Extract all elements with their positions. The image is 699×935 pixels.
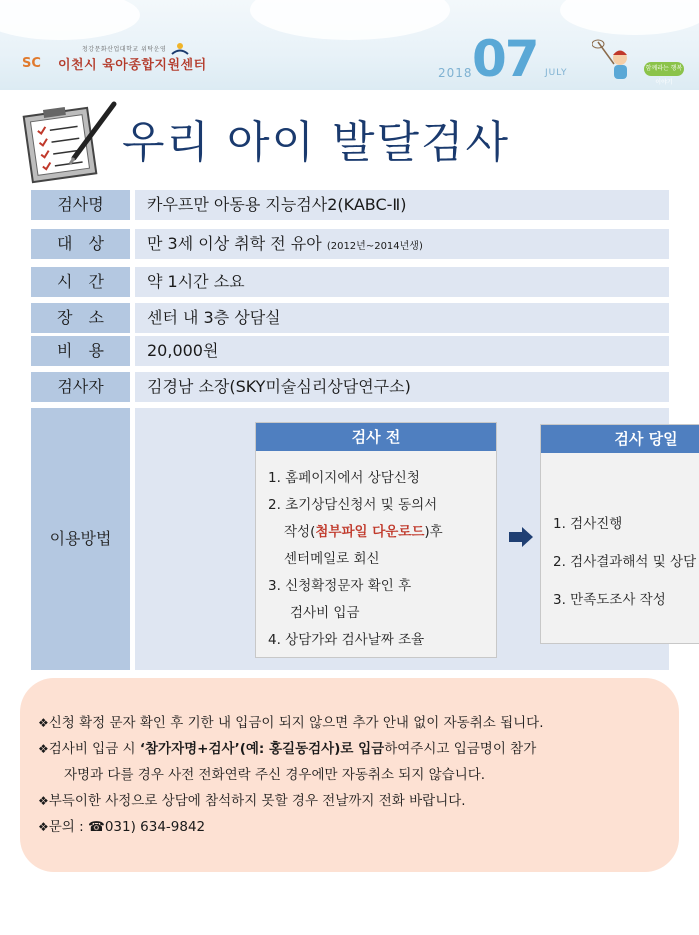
title-row bbox=[22, 98, 682, 184]
test-day-steps bbox=[553, 505, 696, 619]
list-item: 1. 검사진행 bbox=[553, 516, 623, 532]
before-test-header: 검사 전 bbox=[256, 423, 496, 451]
kid-with-net-illustration bbox=[592, 38, 638, 84]
notice-text: 검사비 입금 시 bbox=[48, 741, 140, 757]
info-row-test-name bbox=[31, 190, 669, 220]
sc-logo: SC bbox=[22, 56, 41, 71]
list-item bbox=[38, 736, 668, 762]
notice-box bbox=[20, 678, 679, 872]
step-text: )후 bbox=[424, 524, 443, 540]
list-item: 4. 상담가와 검사날짜 조율 bbox=[268, 632, 425, 648]
list-item bbox=[38, 788, 668, 814]
test-day-box bbox=[540, 424, 699, 644]
info-label: 이용방법 bbox=[31, 408, 130, 670]
arrow-right-icon bbox=[509, 527, 533, 547]
list-item: 2. 초기상담신청서 및 동의서 bbox=[268, 497, 438, 513]
info-value: 20,000원 bbox=[135, 336, 669, 366]
before-test-steps bbox=[268, 465, 443, 654]
info-label: 비 용 bbox=[31, 336, 130, 366]
info-value: 센터 내 3층 상담실 bbox=[135, 303, 669, 333]
info-label: 장 소 bbox=[31, 303, 130, 333]
contact-label: 문의 : bbox=[48, 819, 88, 835]
info-value: 김경남 소장(SKY미술심리상담연구소) bbox=[135, 372, 669, 402]
info-label: 시 간 bbox=[31, 267, 130, 297]
info-label: 검사자 bbox=[31, 372, 130, 402]
issue-month-name: JULY bbox=[545, 68, 568, 78]
issue-month: 07 bbox=[472, 30, 538, 88]
slogan-badge: 함께라는 행복이야기 bbox=[644, 62, 684, 76]
list-item bbox=[38, 710, 668, 736]
clipboard-icon bbox=[22, 98, 122, 184]
info-row-examiner bbox=[31, 372, 669, 402]
page-title: 우리 아이 발달검사 bbox=[122, 117, 511, 168]
cloud-decoration bbox=[560, 0, 699, 35]
bullet-icon: ❖ bbox=[38, 794, 49, 808]
center-name: 이천시 육아종합지원센터 bbox=[58, 58, 207, 73]
info-row-time bbox=[31, 267, 669, 297]
info-value: 약 1시간 소요 bbox=[135, 267, 669, 297]
info-label: 검사명 bbox=[31, 190, 130, 220]
list-item: 3. 만족도조사 작성 bbox=[553, 592, 666, 608]
notice-text: 하여주시고 입금명이 참가 bbox=[384, 741, 537, 757]
list-item bbox=[38, 814, 668, 840]
org-subtitle: 청강문화산업대학교 위탁운영 bbox=[82, 46, 167, 53]
bullet-icon: ❖ bbox=[38, 742, 49, 756]
notice-text: 신청 확정 문자 확인 후 기한 내 입금이 되지 않으면 추가 안내 없이 자동취소 됩니다. bbox=[48, 715, 544, 731]
list-item: 검사비 입금 bbox=[290, 605, 360, 621]
step-text: 작성( bbox=[284, 524, 316, 540]
header-banner bbox=[0, 0, 699, 90]
method-panel bbox=[135, 408, 697, 670]
contact-phone[interactable]: 031) 634-9842 bbox=[104, 819, 206, 835]
list-item: 센터메일로 회신 bbox=[284, 551, 380, 567]
list-item: 3. 신청확정문자 확인 후 bbox=[268, 578, 412, 594]
bullet-icon: ❖ bbox=[38, 820, 49, 834]
list-item bbox=[268, 519, 443, 546]
info-row-cost bbox=[31, 336, 669, 366]
notice-text-bold: ‘참가자명+검사’(예: 홍길동검사)로 입금 bbox=[139, 741, 385, 757]
info-value: 카우프만 아동용 지능검사2(KABC-Ⅱ) bbox=[135, 190, 669, 220]
notice-list bbox=[38, 710, 668, 840]
info-row-place bbox=[31, 303, 669, 333]
target-text: 만 3세 이상 취학 전 유아 bbox=[147, 234, 322, 253]
issue-year: 2018 bbox=[438, 66, 473, 80]
phone-icon: ☎ bbox=[87, 819, 105, 835]
before-test-box bbox=[255, 422, 497, 658]
bullet-icon: ❖ bbox=[38, 716, 49, 730]
target-birth-years: (2012년~2014년생) bbox=[326, 241, 423, 252]
test-day-header: 검사 당일 bbox=[541, 425, 699, 453]
info-label: 대 상 bbox=[31, 229, 130, 259]
attachment-download-link[interactable]: 첨부파일 다운로드 bbox=[315, 524, 425, 540]
cloud-decoration bbox=[250, 0, 450, 40]
notice-text: 부득이한 사정으로 상담에 참석하지 못할 경우 전날까지 전화 바랍니다. bbox=[48, 793, 466, 809]
list-item: 1. 홈페이지에서 상담신청 bbox=[268, 470, 420, 486]
cloud-decoration bbox=[0, 0, 140, 40]
info-row-target bbox=[31, 229, 669, 259]
list-item: 2. 검사결과해석 및 상담 bbox=[553, 554, 697, 570]
info-value bbox=[135, 229, 669, 259]
info-row-method bbox=[31, 408, 697, 670]
list-item: 자명과 다를 경우 사전 전화연락 주신 경우에만 자동취소 되지 않습니다. bbox=[64, 767, 486, 783]
